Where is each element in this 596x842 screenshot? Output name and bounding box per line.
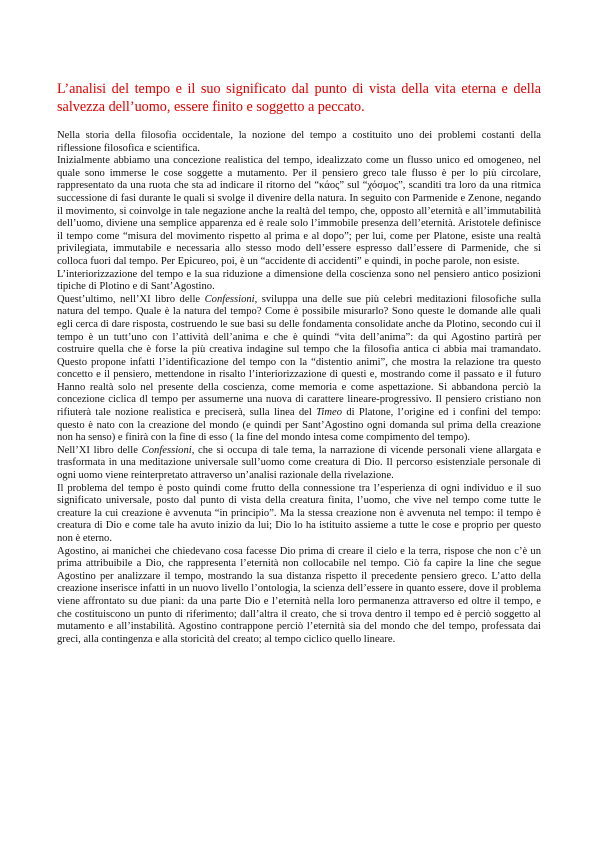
text-run: Quest’ultimo, nell’XI libro delle: [57, 293, 205, 305]
text-run: , sviluppa una delle sue più celebri meditazioni filosofiche sulla natura del tempo. Quale è la natura del tempo? Come è possibile misurarlo? Sono queste le domande alle quali egli cerca di dare risposta, costruendo le sue basi su delle fondamenta consolidate anche da Plotino, secondo cui il tempo è un tutt’uno con l’attività dell’anima e che è quindi “vita dell’anima”: da qui Agostino partirà per costruire quella che è forse la più creativa indagine sul tempo che la filosofia antica ci abbia mai tramandato. Questo propone infatti l’identificazione del tempo con la “distentio animi”, che mostra la relazione tra questo concetto e il pensiero, mettendone in risalto l’interiorizzazione di questi e, mostrando come il passato e il futuro Hanno realtà solo nel presente della coscienza, come memoria e come aspettazione. Si abbandona perciò la concezione ciclica dl tempo per assumerne una nuova di carattere lineare-progressivo. Il pensiero cristiano non rifiuterà tale nozione realistica e preciserà, sulla linea del: [57, 293, 541, 419]
paragraph-interiorization: L’interiorizzazione del tempo e la sua riduzione a dimensione della coscienza sono nel pensiero antico posizioni tipiche di Plotino e di Sant’Agostino.: [57, 268, 541, 293]
book-title-confessioni: Confessioni: [141, 444, 192, 456]
text-run: Nell’XI libro delle: [57, 444, 142, 456]
paragraph-problem-of-time: Il problema del tempo è posto quindi come frutto della connessione tra l’esperienza di ogni individuo e il suo significato universale, posto dal punto di vista della creatura finita, l’uomo, che vive nel tempo come tutte le creature la cui creazione è avvenuta “in principio”. Ma la stessa creazione non è avvenuta nel tempo: il tempo è creatura di Dio e come tale ha avuto inizio da lui; Dio lo ha istituito assieme a tutte le cose e proprio per questo non è eterno.: [57, 482, 541, 544]
paragraph-realistic-conception: Inizialmente abbiamo una concezione realistica del tempo, idealizzato come un flusso unico ed omogeneo, nel quale sono immerse le cose soggette a mutamento. Per il pensiero greco tale flusso è per lo più circolare, rappresentato da una ruota che sta ad indicare il ritorno del “κάος” sul “χόσμος”, scanditi tra loro da una ritmica successione di fasi durante le quali si svolge il divenire della natura. In seguito con Parmenide e Zenone, negando il movimento, si coinvolge in tale negazione anche la realtà del tempo, che, opposto all’eternità e all’immutabilità dell’uomo, diviene una semplice apparenza ed è reale solo l’immobile presenza dell’eternità. Aristotele definisce il tempo come “misura del movimento rispetto al prima e al dopo”; per lui, come per Platone, esiste una realtà privilegiata, immutabile e necessaria allo stesso modo dell’essere espresso dall’essere di Parmenide, che si colloca fuori dal tempo. Per Epicureo, poi, è un “accidente di accidenti” e quindi, in poche parole, non esiste.: [57, 155, 541, 267]
document-body: [57, 130, 541, 646]
book-title-timeo: Timeo: [316, 407, 343, 419]
book-title-confessioni: Confessioni: [204, 293, 255, 305]
paragraph-intro: Nella storia della filosofia occidentale, la nozione del tempo a costituito uno dei problemi costanti della riflessione filosofica e scientifica.: [57, 130, 541, 154]
document-title: L’analisi del tempo e il suo significato dal punto di vista della vita eterna e della salvezza dell’uomo, essere finito e soggetto a peccato.: [57, 81, 541, 115]
paragraph-augustine: [57, 294, 541, 445]
text-run: di Platone, l’origine ed i confini del tempo: questo è nato con la creazione del mondo (e quindi per Sant’Agostino ogni domanda sul prima della creazione non ha senso) e finirà con la fine di esso ( la fine del mondo intesa come compimento del tempo).: [57, 407, 541, 444]
paragraph-book-xi: [57, 445, 541, 483]
paragraph-manichaeans: Agostino, ai manichei che chiedevano cosa facesse Dio prima di creare il cielo e la terra, rispose che non c’è un prima attribuibile a Dio, che rappresenta l’eternità non collocabile nel tempo. Ciò fa capire la line che segue Agostino per analizzare il tempo, mostrando la sua distanza rispetto il precedente pensiero greco. L’atto della creazione inserisce infatti in un nuovo livello l’ontologia, la scienza dell’essere in quanto essere, dove il problema viene affrontato su due piani: da una parte Dio e l’eternità nella loro permanenza attraverso ed oltre il tempo, e che costituiscono un punto di riferimento; dall’altra il creato, che si trova dentro il tempo ed è perciò soggetto al mutamento e all’instabilità. Agostino contrappone perciò l’eternità sia del mondo che del tempo, professata dai greci, alla contingenza e alla storicità del creato; al tempo ciclico quello lineare.: [57, 545, 541, 645]
text-run: , che si occupa di tale tema, la narrazione di vicende personali viene allargata e trasformata in una meditazione universale sull’uomo come creatura di Dio. Il percorso esistenziale personale di ogni uomo viene reinterpretato attraverso un’analisi razionale della rivelazione.: [57, 444, 541, 482]
